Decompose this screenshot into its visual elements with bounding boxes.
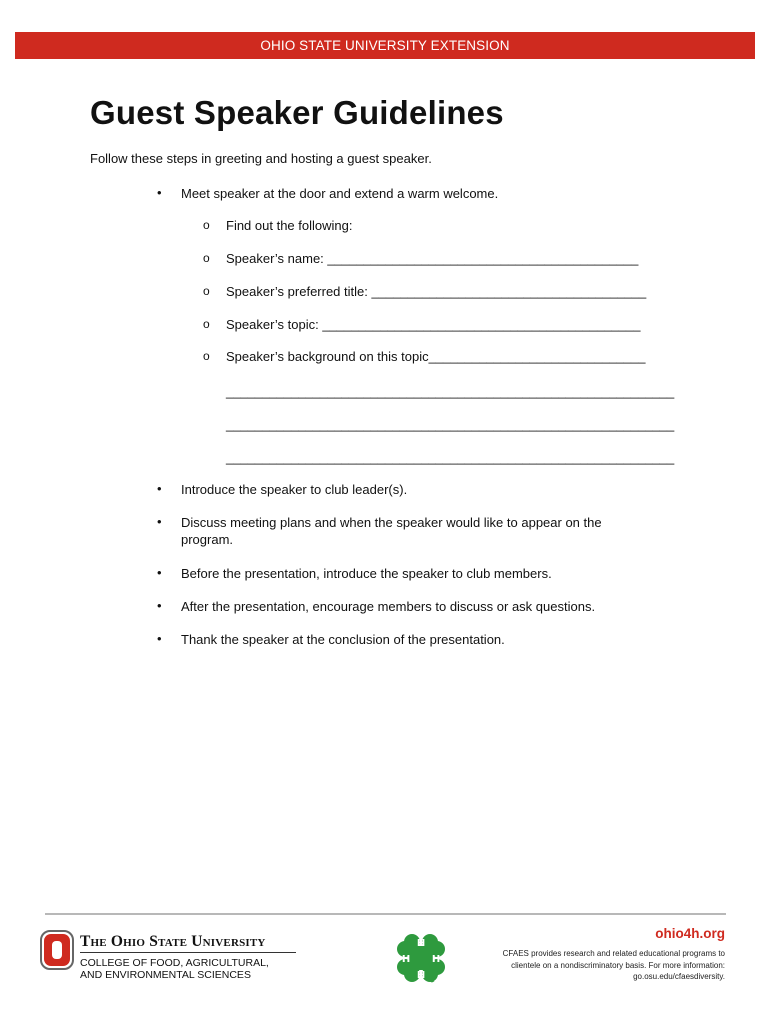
page-title: Guest Speaker Guidelines <box>90 94 504 131</box>
bullet-text: Meet speaker at the door and extend a warm welcome. <box>181 186 499 201</box>
blank-line: ______________________________________________________________ <box>226 450 675 465</box>
bullet-mark: • <box>157 481 162 496</box>
bullet-mark: • <box>157 598 162 613</box>
bullet-mark: • <box>157 514 162 529</box>
sub-bullet-mark: o <box>203 317 210 331</box>
sub-bullet-mark: o <box>203 251 210 265</box>
four-h-clover-icon <box>395 932 447 984</box>
diversity-disclaimer: CFAES provides research and related educational programs to clientele on a nondiscriminatory basis. For more information: go.osu.edu/cfaesdiversity. <box>502 949 725 981</box>
university-name: The Ohio State University <box>80 933 266 950</box>
intro-text: Follow these steps in greeting and hosting a guest speaker. <box>90 151 432 166</box>
svg-text:H: H <box>401 954 411 965</box>
block-o-logo-icon <box>40 930 74 970</box>
extension-banner: OHIO STATE UNIVERSITY EXTENSION <box>15 32 755 59</box>
speaker-background-field: Speaker’s background on this topic______________________________ <box>226 349 646 364</box>
bullet-text: Thank the speaker at the conclusion of the presentation. <box>181 632 505 647</box>
bullet-text: Before the presentation, introduce the speaker to club members. <box>181 566 552 581</box>
bullet-text: Discuss meeting plans and when the speaker would like to appear on the program. <box>181 515 602 547</box>
blank-line: ______________________________________________________________ <box>226 417 675 432</box>
blank-line: ______________________________________________________________ <box>226 384 675 399</box>
sub-bullet-mark: o <box>203 349 210 363</box>
sub-bullet-mark: o <box>203 284 210 298</box>
bullet-text: Introduce the speaker to club leader(s). <box>181 482 408 497</box>
sub-bullet-mark: o <box>203 218 210 232</box>
footer-divider <box>45 913 726 915</box>
speaker-name-field: Speaker’s name: ___________________________________________ <box>226 251 639 266</box>
sub-item-text: Find out the following: <box>226 218 353 233</box>
svg-text:H: H <box>416 970 426 981</box>
svg-text:H: H <box>416 938 426 949</box>
svg-text:H: H <box>431 954 441 965</box>
speaker-title-field: Speaker’s preferred title: ______________________________________ <box>226 284 647 299</box>
college-name <box>80 957 320 981</box>
college-line-1: COLLEGE OF FOOD, AGRICULTURAL, <box>80 957 269 969</box>
bullet-mark: • <box>157 185 162 200</box>
bullet-text: After the presentation, encourage members to discuss or ask questions. <box>181 599 596 614</box>
bullet-mark: • <box>157 565 162 580</box>
bullet-mark: • <box>157 631 162 646</box>
university-rule <box>80 952 296 953</box>
website-link[interactable]: ohio4h.org <box>655 926 725 941</box>
college-line-2: AND ENVIRONMENTAL SCIENCES <box>80 969 251 981</box>
speaker-topic-field: Speaker’s topic: ____________________________________________ <box>226 317 641 332</box>
